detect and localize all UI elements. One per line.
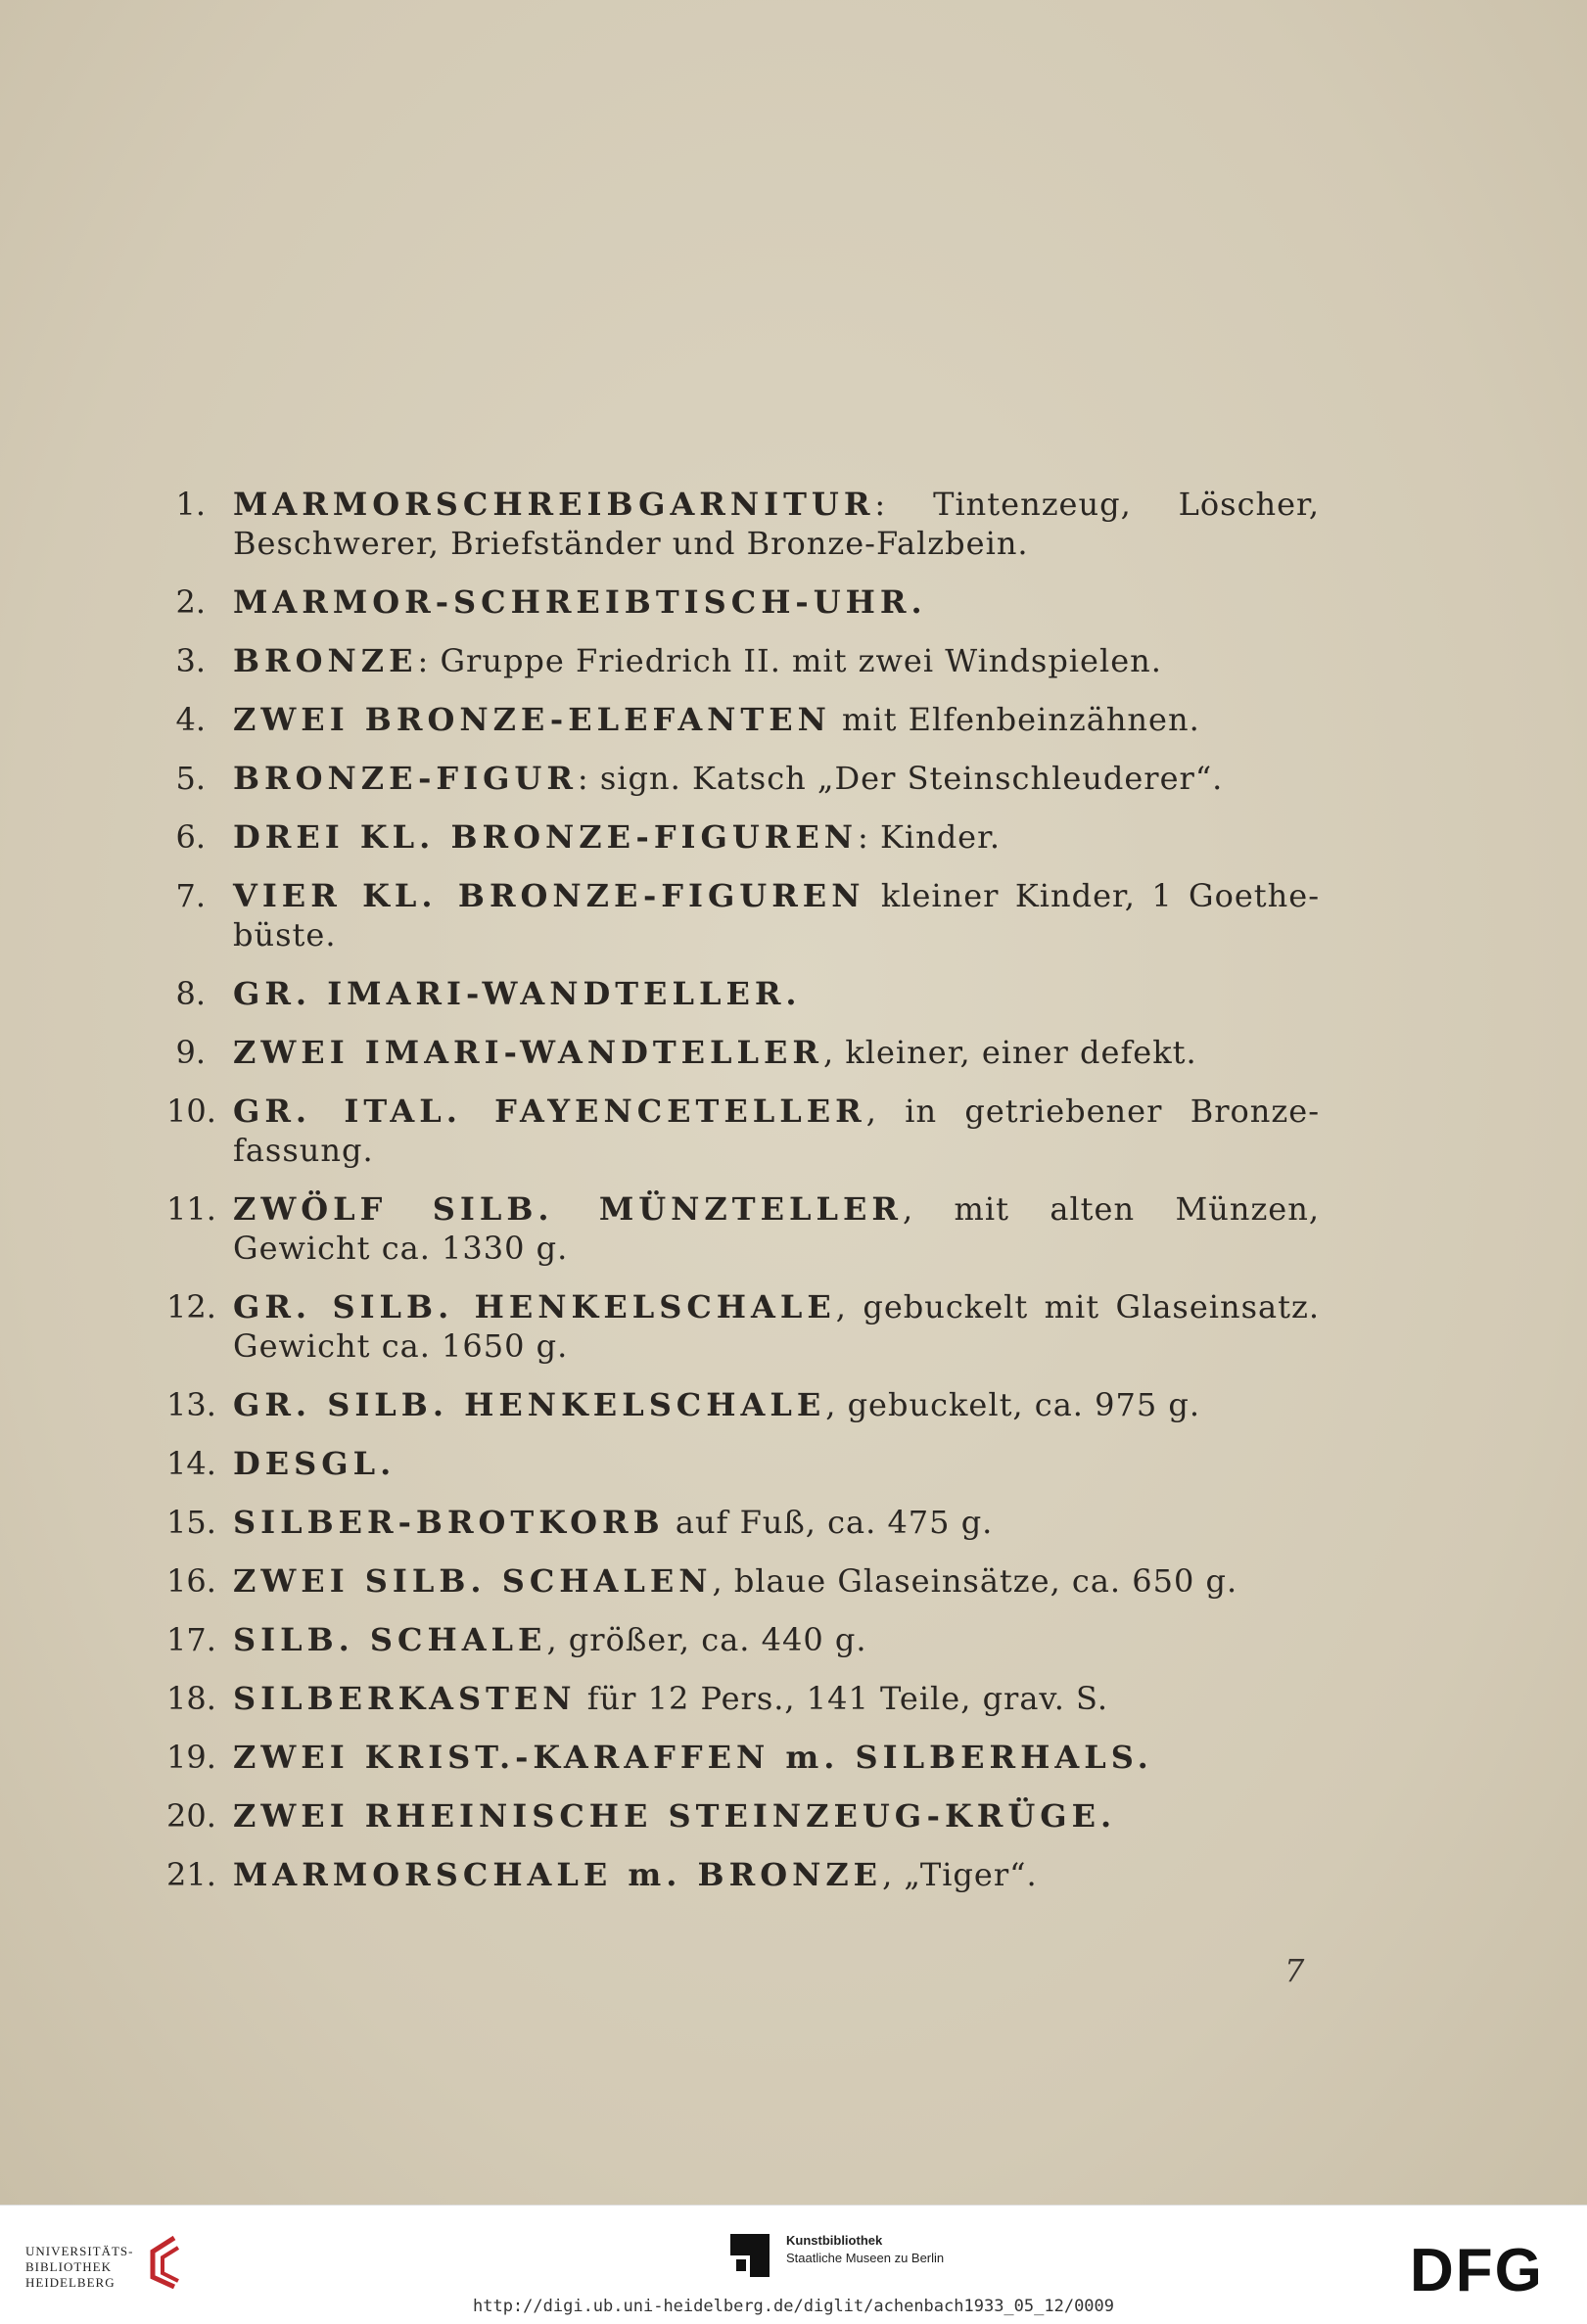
entry-number: 9. [175,1034,206,1071]
entry-separator [577,1680,587,1717]
entry-title: DESGL. [233,1445,397,1482]
entry-text [233,485,1320,563]
entry-title: DREI KL. BRONZE-FIGUREN [233,818,858,856]
entry-text [233,1444,1320,1483]
entry-number: 21. [166,1856,216,1893]
page-number: 7 [1284,1952,1305,1989]
kb-subtitle: Staatliche Museen zu Berlin [786,2251,945,2265]
entry-text [233,1189,1320,1268]
entry-title: ZWEI SILB. SCHALEN [233,1562,713,1600]
dfg-logo: DFG [1410,2237,1544,2304]
entry-separator: : [874,486,934,523]
entry-number: 16. [166,1562,216,1600]
entry-text [233,641,1320,680]
entry-number: 2. [175,583,206,621]
entry-title: GR. IMARI-WANDTELLER. [233,975,802,1012]
ub-heidelberg-logo-icon [145,2234,184,2289]
entry-text [233,876,1320,954]
entry-separator [831,701,842,738]
entry-number: 5. [175,760,206,797]
entry-separator: , [823,1034,846,1071]
entry-title: MARMORSCHALE m. BRONZE [233,1856,883,1893]
entry-title: ZWEI KRIST.-KARAFFEN m. SILBERHALS. [233,1739,1153,1776]
entry-number: 10. [166,1092,216,1130]
entry-number: 18. [166,1680,216,1717]
entry-number: 17. [166,1621,216,1658]
entry-separator: , [546,1621,569,1658]
entry-text [233,817,1320,857]
entry-description: für 12 Pers., 141 Teile, grav. S. [586,1680,1108,1717]
entry-text [233,1855,1320,1894]
entry-separator [864,877,880,914]
entry-text [233,1503,1320,1542]
entry-text [233,1561,1320,1601]
entry-number: 8. [175,975,206,1012]
entry-separator: , [882,1856,905,1893]
entry-description: gebuckelt mit Glaseinsatz. Gewicht ca. 1650 g. [233,1288,1320,1365]
entry-title: ZWÖLF SILB. MÜNZTELLER [233,1190,903,1228]
entry-number: 20. [166,1797,216,1835]
entry-title: ZWEI IMARI-WANDTELLER [233,1034,824,1071]
entry-separator: : [857,818,880,856]
entry-description: Gruppe Friedrich II. mit zwei Windspielen. [440,642,1162,679]
entry-description: mit Elfenbeinzähnen. [842,701,1200,738]
entry-description: Tintenzeug, Löscher, Beschwerer, Briefständer und Bronze-Falzbein. [233,486,1320,562]
entry-description: mit alten Münzen, Gewicht ca. 1330 g. [233,1190,1321,1267]
entry-title: GR. ITAL. FAYENCETELLER [233,1092,866,1130]
entry-description: in getriebener Bronze-fassung. [233,1092,1320,1169]
entry-title: GR. SILB. HENKELSCHALE [233,1288,836,1325]
entry-separator: , [835,1288,864,1325]
entry-title: SILB. SCHALE [233,1621,547,1658]
entry-number: 3. [175,642,206,679]
entry-text [233,759,1320,798]
entry-title: VIER KL. BRONZE-FIGUREN [233,877,865,914]
entry-number: 6. [175,818,206,856]
entry-text [233,1287,1320,1366]
entry-number: 12. [166,1288,216,1325]
entry-separator [665,1504,676,1541]
entry-text [233,582,1320,622]
entry-title: ZWEI RHEINISCHE STEINZEUG-KRÜGE. [233,1797,1117,1835]
entry-text [233,700,1320,739]
entry-title: SILBERKASTEN [233,1680,577,1717]
entry-description: sign. Katsch „Der Steinschleuderer“. [599,760,1224,797]
source-url: http://digi.ub.uni-heidelberg.de/diglit/achenbach1933_05_12/0009 [472,2297,1115,2316]
entry-number: 7. [175,877,206,914]
entry-title: BRONZE [233,642,418,679]
kunstbibliothek-logo-icon [726,2232,773,2279]
entry-title: MARMORSCHREIBGARNITUR [233,486,875,523]
entry-text [233,1092,1320,1170]
entry-separator: , [712,1562,734,1600]
entry-number: 14. [166,1445,216,1482]
entry-description: kleiner, einer defekt. [845,1034,1197,1071]
kb-title: Kunstbibliothek [786,2233,883,2248]
entry-title: SILBER-BROTKORB [233,1504,665,1541]
entry-number: 13. [166,1386,216,1423]
entry-description: „Tiger“. [904,1856,1038,1893]
entry-text [233,1679,1320,1718]
entry-text [233,1620,1320,1659]
entry-description: auf Fuß, ca. 475 g. [675,1504,994,1541]
entry-separator: , [865,1092,906,1130]
entry-number: 1. [175,486,206,523]
ub-line-1: UNIVERSITÄTS- [25,2244,134,2258]
kunstbibliothek-label [786,2232,944,2267]
entry-description: gebuckelt, ca. 975 g. [847,1386,1201,1423]
ub-heidelberg-label [25,2244,134,2291]
entry-text [233,1033,1320,1072]
entry-number: 11. [166,1190,216,1228]
entry-separator: : [577,760,600,797]
ub-line-2: BIBLIOTHEK [25,2259,112,2274]
entry-description: größer, ca. 440 g. [568,1621,867,1658]
entry-separator: , [902,1190,955,1228]
entry-title: MARMOR-SCHREIBTISCH-UHR. [233,583,927,621]
entry-number: 19. [166,1739,216,1776]
entry-text [233,1385,1320,1424]
entry-description: kleiner Kinder, 1 Goethe-büste. [233,877,1321,953]
entry-number: 15. [166,1504,216,1541]
entry-number: 4. [175,701,206,738]
entry-text [233,1796,1320,1836]
entry-title: GR. SILB. HENKELSCHALE [233,1386,826,1423]
entry-text [233,1738,1320,1777]
entry-description: blaue Glaseinsätze, ca. 650 g. [733,1562,1238,1600]
entry-text [233,974,1320,1013]
entry-description: Kinder. [879,818,1002,856]
entry-separator: : [417,642,441,679]
entry-title: BRONZE-FIGUR [233,760,578,797]
entry-title: ZWEI BRONZE-ELEFANTEN [233,701,831,738]
entry-separator: , [825,1386,848,1423]
ub-line-3: HEIDELBERG [25,2275,116,2290]
